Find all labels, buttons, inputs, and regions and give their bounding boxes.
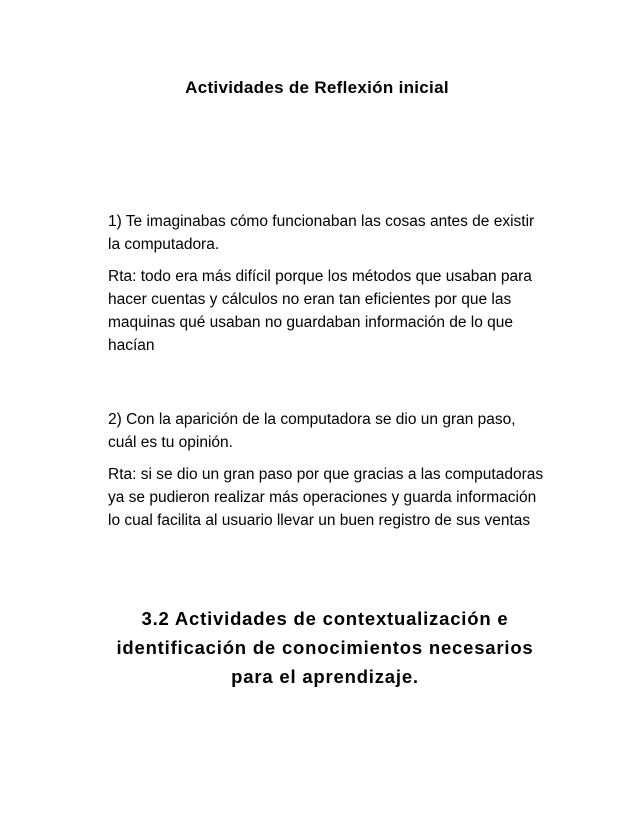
question-1: 1) Te imaginabas cómo funcionaban las cosas antes de existir la computadora. bbox=[108, 213, 535, 253]
question-2: 2) Con la aparición de la computadora se dio un gran paso, cuál es tu opinión. bbox=[108, 411, 516, 451]
answer-2: Rta: si se dio un gran paso por que gracias a las computadoras ya se pudieron realizar más operaciones y guarda información lo cual facilita al usuario llevar un buen registro de sus ventas bbox=[108, 466, 544, 529]
section-heading: 3.2 Actividades de contextualización e identificación de conocimientos necesarios para el aprendizaje. bbox=[116, 608, 534, 687]
page-title-text: Actividades de Reflexión inicial bbox=[185, 78, 449, 97]
answer-1: Rta: todo era más difícil porque los métodos que usaban para hacer cuentas y cálculos no eran tan eficientes por que las maquinas qué usaban no guardaban información de lo que hacían bbox=[108, 268, 532, 354]
page-title bbox=[0, 78, 638, 98]
